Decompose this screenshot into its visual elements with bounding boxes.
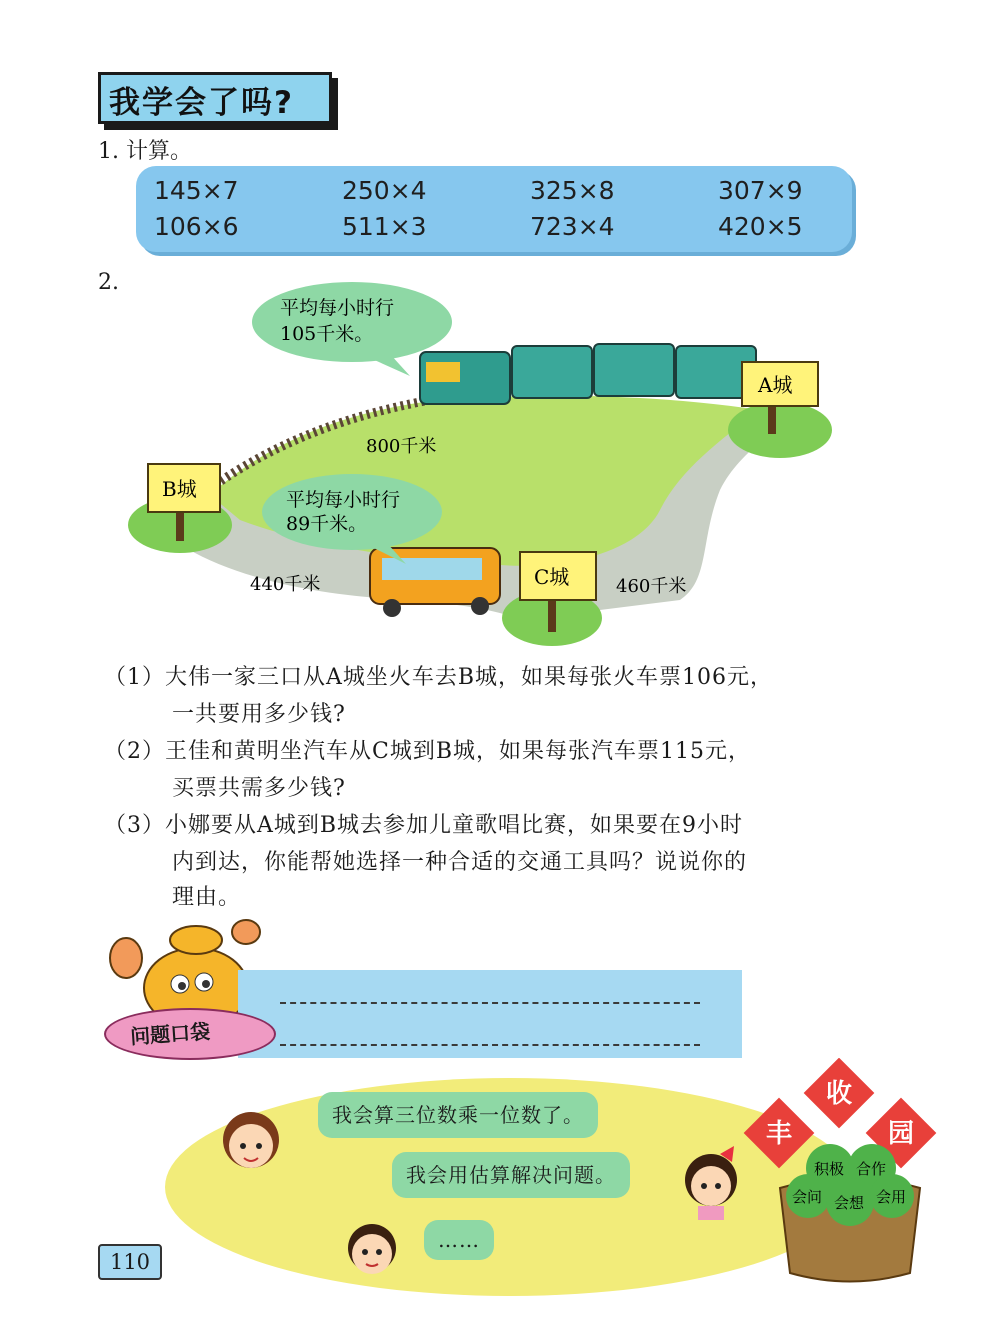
train-speed-line2: 105千米。 bbox=[280, 323, 374, 345]
apple-label: 合作 bbox=[856, 1160, 887, 1178]
distance-b-c: 440千米 bbox=[250, 574, 321, 595]
harvest-diamond bbox=[744, 1098, 815, 1169]
q2-part1-line1: （1）大伟一家三口从A城坐火车去B城，如果每张火车票106元， bbox=[104, 665, 774, 690]
summary-bubble-2: 我会用估算解决问题。 bbox=[392, 1152, 630, 1198]
train bbox=[420, 344, 756, 404]
bus bbox=[370, 548, 500, 617]
city-b-label: B城 bbox=[162, 477, 197, 501]
calc-problem: 106×6 bbox=[154, 212, 239, 241]
answer-area[interactable] bbox=[238, 970, 742, 1058]
bus-speed-line2: 89千米。 bbox=[286, 513, 368, 535]
calc-problem: 250×4 bbox=[342, 176, 427, 205]
question-1-label: 1. 计算。 bbox=[98, 139, 192, 164]
city-a-label: A城 bbox=[758, 373, 793, 397]
q2-part2-line1: （2）王佳和黄明坐汽车从C城到B城，如果每张汽车票115元， bbox=[104, 739, 751, 764]
problem-bag-badge bbox=[104, 1008, 276, 1060]
bus-speech-bubble bbox=[262, 474, 442, 550]
apple-label: 积极 bbox=[814, 1160, 845, 1178]
calc-problem: 511×3 bbox=[342, 212, 427, 241]
city-c-label: C城 bbox=[534, 565, 570, 589]
summary-bubble-1: 我会算三位数乘一位数了。 bbox=[318, 1092, 598, 1138]
apple-label: 会想 bbox=[834, 1194, 865, 1212]
section-title: 我学会了吗? bbox=[109, 85, 294, 121]
calc-problems-box bbox=[136, 166, 852, 252]
distance-c-a: 460千米 bbox=[616, 576, 687, 597]
answer-line bbox=[280, 1044, 700, 1046]
apple-label: 会用 bbox=[876, 1188, 907, 1206]
q2-part2-line2: 买票共需多少钱? bbox=[172, 776, 346, 801]
section-title-badge bbox=[98, 72, 332, 124]
summary-bubble-3: …… bbox=[424, 1220, 494, 1260]
q2-part3-line3: 理由。 bbox=[172, 885, 242, 910]
answer-line bbox=[280, 1002, 700, 1004]
q2-part3-line1: （3）小娜要从A城到B城去参加儿童歌唱比赛，如果要在9小时 bbox=[104, 813, 744, 838]
calc-problem: 145×7 bbox=[154, 176, 239, 205]
svg-text:园: 园 bbox=[888, 1119, 915, 1149]
apple-label: 会问 bbox=[792, 1188, 823, 1206]
girl-with-bow-avatar bbox=[676, 1142, 746, 1222]
calc-problem: 325×8 bbox=[530, 176, 615, 205]
svg-text:收: 收 bbox=[826, 1079, 853, 1109]
calc-problem: 307×9 bbox=[718, 176, 803, 205]
calc-problem: 420×5 bbox=[718, 212, 803, 241]
route-map bbox=[120, 280, 840, 660]
question-2-label: 2. bbox=[98, 270, 119, 295]
city-a-ground bbox=[728, 402, 832, 458]
train-speech-bubble bbox=[252, 282, 452, 362]
q2-part3-line2: 内到达，你能帮她选择一种合适的交通工具吗？说说你的 bbox=[172, 850, 748, 875]
calc-problem: 723×4 bbox=[530, 212, 615, 241]
bus-speed-line1: 平均每小时行 bbox=[286, 489, 401, 511]
boy-avatar bbox=[342, 1218, 402, 1284]
svg-text:丰: 丰 bbox=[766, 1119, 793, 1149]
q2-part1-line2: 一共要用多少钱? bbox=[172, 702, 346, 727]
girl-avatar bbox=[216, 1104, 286, 1178]
train-speed-line1: 平均每小时行 bbox=[280, 297, 395, 319]
harvest-diamond bbox=[804, 1058, 875, 1128]
problem-bag-label: 问题口袋 bbox=[129, 1019, 211, 1049]
page-number: 110 bbox=[98, 1244, 162, 1280]
distance-a-b: 800千米 bbox=[366, 436, 437, 457]
harvest-garden bbox=[740, 1058, 960, 1308]
